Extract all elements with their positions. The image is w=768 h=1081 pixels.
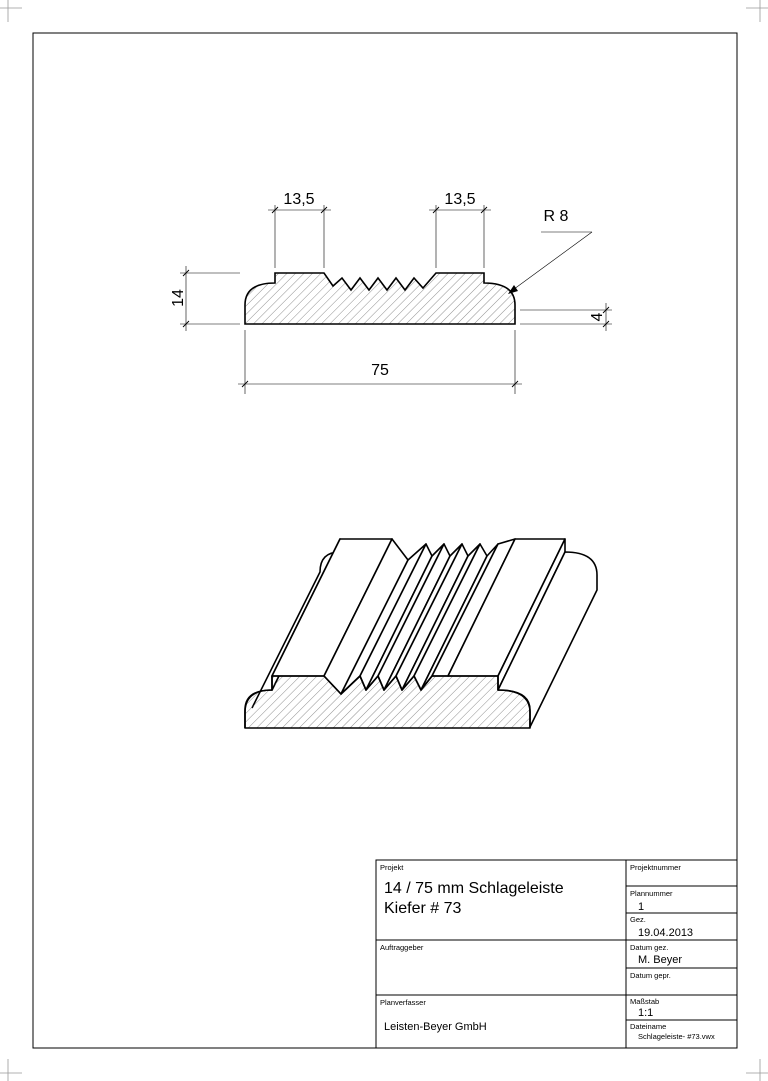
dim-top-left: 13,5 — [283, 191, 315, 208]
dim-height: 14 — [170, 289, 187, 307]
dateiname-value: Schlageleiste- #73.vwx — [638, 1032, 715, 1041]
dim-top-right: 13,5 — [444, 191, 476, 208]
projektnummer-label: Projektnummer — [630, 863, 681, 872]
plannummer-value: 1 — [638, 901, 645, 913]
projekt-label: Projekt — [380, 863, 404, 872]
projekt-title-line2: Kiefer # 73 — [384, 900, 462, 917]
projekt-title-line1: 14 / 75 mm Schlageleiste — [384, 880, 564, 897]
datum-gepr-label: Datum gepr. — [630, 971, 671, 980]
gez-value: 19.04.2013 — [638, 927, 694, 939]
auftraggeber-label: Auftraggeber — [380, 943, 424, 952]
plannummer-label: Plannummer — [630, 889, 673, 898]
planverfasser-value: Leisten-Beyer GmbH — [384, 1021, 487, 1033]
massstab-value: 1:1 — [638, 1007, 654, 1019]
dateiname-label: Dateiname — [630, 1022, 667, 1031]
datum-gez-label: Datum gez. — [630, 943, 669, 952]
profile-section — [170, 191, 612, 394]
dim-radius: R 8 — [543, 208, 569, 225]
datum-gez-value: M. Beyer — [638, 954, 683, 966]
massstab-label: Maßstab — [630, 997, 660, 1006]
planverfasser-label: Planverfasser — [380, 998, 426, 1007]
isometric-view — [245, 539, 597, 728]
gez-label: Gez. — [630, 915, 646, 924]
dim-edge-height: 4 — [589, 312, 606, 322]
dim-total-width: 75 — [371, 362, 389, 379]
